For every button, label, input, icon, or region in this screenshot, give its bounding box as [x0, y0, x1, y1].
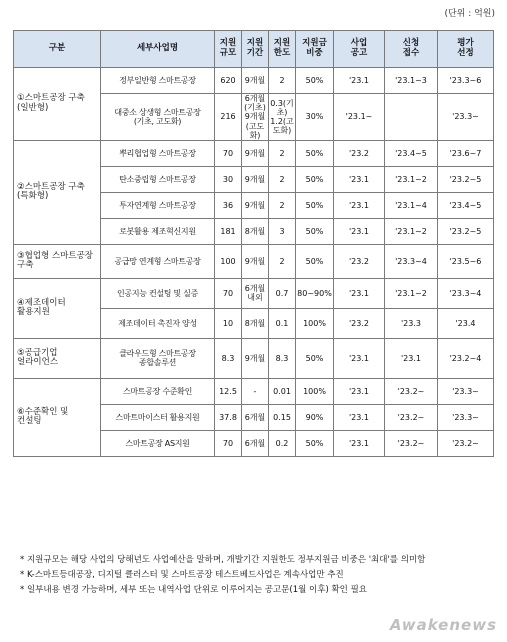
- value-cell: 30%: [296, 94, 334, 141]
- value-cell: 6개월: [242, 430, 269, 456]
- value-cell: 9개월: [242, 140, 269, 166]
- value-cell: 2: [269, 192, 296, 218]
- value-cell: 0.1: [269, 308, 296, 338]
- value-cell: 2: [269, 244, 296, 278]
- value-cell: '23.4~5: [438, 192, 494, 218]
- value-cell: '23.1~2: [385, 166, 438, 192]
- column-header: 평가 선정: [438, 31, 494, 68]
- value-cell: '23.1~3: [385, 68, 438, 94]
- category-cell: ④제조데이터 활용지원: [14, 278, 101, 338]
- program-name-cell: 정부일반형 스마트공장: [101, 68, 215, 94]
- value-cell: 50%: [296, 68, 334, 94]
- value-cell: 9개월: [242, 68, 269, 94]
- value-cell: 50%: [296, 192, 334, 218]
- value-cell: '23.3~6: [438, 68, 494, 94]
- value-cell: 0.3(기초) 1.2(고도화): [269, 94, 296, 141]
- value-cell: 8.3: [269, 338, 296, 378]
- column-header: 지원 기간: [242, 31, 269, 68]
- value-cell: '23.1: [334, 338, 385, 378]
- value-cell: 70: [215, 278, 242, 308]
- value-cell: 30: [215, 166, 242, 192]
- watermark-logo: Awakenews: [389, 616, 497, 634]
- program-name-cell: 투자연계형 스마트공장: [101, 192, 215, 218]
- value-cell: 9개월: [242, 338, 269, 378]
- column-header: 지원 규모: [215, 31, 242, 68]
- program-name-cell: 로봇활용 제조혁신지원: [101, 218, 215, 244]
- value-cell: 3: [269, 218, 296, 244]
- value-cell: '23.3~: [438, 94, 494, 141]
- header-row: [14, 31, 494, 68]
- value-cell: 6개월: [242, 404, 269, 430]
- unit-label: (단위 : 억원): [444, 9, 495, 19]
- value-cell: 2: [269, 166, 296, 192]
- footnote: * 지원규모는 해당 사업의 당해년도 사업예산을 말하며, 개발기간 지원한도 정부지원금 비중은 '최대'를 의미함: [20, 555, 426, 565]
- value-cell: 12.5: [215, 378, 242, 404]
- table-row: [14, 378, 494, 404]
- value-cell: '23.2: [334, 140, 385, 166]
- value-cell: '23.2~: [385, 404, 438, 430]
- value-cell: 36: [215, 192, 242, 218]
- value-cell: 181: [215, 218, 242, 244]
- value-cell: 8개월: [242, 218, 269, 244]
- table-row: [14, 278, 494, 308]
- value-cell: '23.1: [334, 278, 385, 308]
- category-cell: ①스마트공장 구축 (일반형): [14, 68, 101, 141]
- program-name-cell: 스마트공장 AS지원: [101, 430, 215, 456]
- table-row: [14, 140, 494, 166]
- column-header: 신청 접수: [385, 31, 438, 68]
- value-cell: 100%: [296, 308, 334, 338]
- table-row: [14, 338, 494, 378]
- value-cell: 50%: [296, 338, 334, 378]
- value-cell: '23.1: [334, 404, 385, 430]
- value-cell: 100: [215, 244, 242, 278]
- value-cell: '23.1: [334, 378, 385, 404]
- value-cell: 50%: [296, 218, 334, 244]
- value-cell: '23.1: [334, 218, 385, 244]
- value-cell: '23.2~: [438, 430, 494, 456]
- value-cell: '23.2~: [385, 430, 438, 456]
- program-name-cell: 제조데이터 촉진자 양성: [101, 308, 215, 338]
- value-cell: 50%: [296, 140, 334, 166]
- value-cell: '23.2: [334, 244, 385, 278]
- value-cell: '23.4~5: [385, 140, 438, 166]
- value-cell: 620: [215, 68, 242, 94]
- column-header: 지원금 비중: [296, 31, 334, 68]
- value-cell: '23.1: [334, 192, 385, 218]
- value-cell: '23.2~: [385, 378, 438, 404]
- value-cell: 8개월: [242, 308, 269, 338]
- value-cell: '23.1~: [334, 94, 385, 141]
- value-cell: '23.3~4: [385, 244, 438, 278]
- column-header: 세부사업명: [101, 31, 215, 68]
- value-cell: 10: [215, 308, 242, 338]
- value-cell: 6개월(기초) 9개월(고도화): [242, 94, 269, 141]
- value-cell: '23.2~5: [438, 218, 494, 244]
- footnote: * K-스마트등대공장, 디지털 클러스터 및 스마트공장 테스트베드사업은 계속사업만 추진: [20, 570, 344, 580]
- value-cell: -: [242, 378, 269, 404]
- value-cell: '23.3~: [438, 378, 494, 404]
- program-name-cell: 스마트마이스터 활용지원: [101, 404, 215, 430]
- value-cell: '23.2~4: [438, 338, 494, 378]
- value-cell: 100%: [296, 378, 334, 404]
- value-cell: 9개월: [242, 244, 269, 278]
- value-cell: 0.7: [269, 278, 296, 308]
- category-cell: ⑥수준확인 및 컨설팅: [14, 378, 101, 456]
- table-row: [14, 244, 494, 278]
- value-cell: 2: [269, 68, 296, 94]
- value-cell: '23.6~7: [438, 140, 494, 166]
- value-cell: 70: [215, 430, 242, 456]
- value-cell: '23.1~2: [385, 278, 438, 308]
- value-cell: '23.3~4: [438, 278, 494, 308]
- support-program-table: [13, 30, 494, 457]
- value-cell: '23.3: [385, 308, 438, 338]
- value-cell: 8.3: [215, 338, 242, 378]
- program-name-cell: 탄소중립형 스마트공장: [101, 166, 215, 192]
- value-cell: 37.8: [215, 404, 242, 430]
- category-cell: ⑤공급기업 얼라이언스: [14, 338, 101, 378]
- value-cell: 50%: [296, 430, 334, 456]
- value-cell: '23.2~5: [438, 166, 494, 192]
- column-header: 사업 공고: [334, 31, 385, 68]
- program-name-cell: 스마트공장 수준확인: [101, 378, 215, 404]
- table-row: [14, 68, 494, 94]
- value-cell: [385, 94, 438, 141]
- value-cell: '23.1: [334, 166, 385, 192]
- value-cell: 50%: [296, 244, 334, 278]
- value-cell: '23.1~2: [385, 218, 438, 244]
- value-cell: 70: [215, 140, 242, 166]
- value-cell: '23.1: [385, 338, 438, 378]
- program-name-cell: 공급망 연계형 스마트공장: [101, 244, 215, 278]
- value-cell: 0.2: [269, 430, 296, 456]
- footnote: * 일부내용 변경 가능하며, 세부 또는 내역사업 단위로 이루어지는 공고문(1월 이후) 확인 필요: [20, 585, 368, 595]
- value-cell: 6개월 내외: [242, 278, 269, 308]
- program-name-cell: 뿌리협업형 스마트공장: [101, 140, 215, 166]
- value-cell: '23.4: [438, 308, 494, 338]
- program-name-cell: 클라우드형 스마트공장 종합솔루션: [101, 338, 215, 378]
- value-cell: 2: [269, 140, 296, 166]
- value-cell: 9개월: [242, 166, 269, 192]
- program-name-cell: 인공지능 컨설팅 및 실증: [101, 278, 215, 308]
- value-cell: 9개월: [242, 192, 269, 218]
- footnotes: [20, 553, 500, 598]
- column-header: 지원 한도: [269, 31, 296, 68]
- column-header: 구분: [14, 31, 101, 68]
- value-cell: '23.5~6: [438, 244, 494, 278]
- value-cell: '23.1~4: [385, 192, 438, 218]
- value-cell: 90%: [296, 404, 334, 430]
- value-cell: 80~90%: [296, 278, 334, 308]
- value-cell: '23.3~: [438, 404, 494, 430]
- category-cell: ③협업형 스마트공장 구축: [14, 244, 101, 278]
- program-name-cell: 대중소 상생형 스마트공장 (기초, 고도화): [101, 94, 215, 141]
- value-cell: 0.15: [269, 404, 296, 430]
- category-cell: ②스마트공장 구축 (특화형): [14, 140, 101, 244]
- value-cell: '23.1: [334, 68, 385, 94]
- value-cell: 216: [215, 94, 242, 141]
- value-cell: 50%: [296, 166, 334, 192]
- value-cell: 0.01: [269, 378, 296, 404]
- value-cell: '23.2: [334, 308, 385, 338]
- value-cell: '23.1: [334, 430, 385, 456]
